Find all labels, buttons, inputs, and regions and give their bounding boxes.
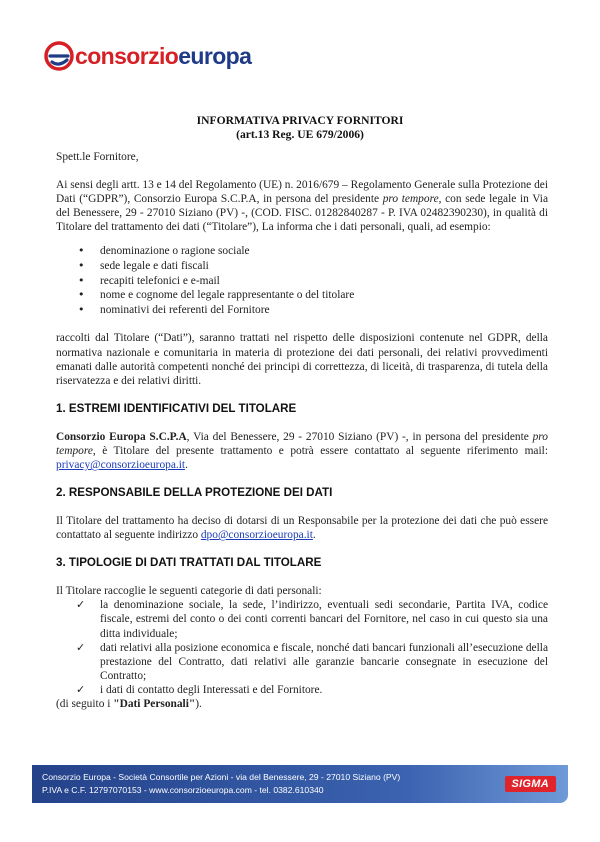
- intro-italic: pro tempore: [382, 193, 439, 206]
- section-2-paragraph: [56, 514, 548, 542]
- intro-text-2: , con sede legale in Via del Benessere, 29 - 27010 Siziano (PV) -, (COD. FISC. 01282840287 - P. IVA 02482390230), in qualità di Titolare del trattamento dei dati (“Titolare”), La informa che i dati personali, quali, ad esempio:: [56, 193, 548, 234]
- closing-text-1: (di seguito i: [56, 698, 114, 711]
- page-footer: [32, 765, 568, 803]
- e-globe-icon: [44, 41, 74, 71]
- data-categories-list: [76, 598, 548, 697]
- controller-name: Consorzio Europa S.C.P.A: [56, 430, 187, 443]
- footer-line-2: P.IVA e C.F. 12797070153 - www.consorzioeuropa.com - tel. 0382.610340: [42, 785, 324, 795]
- section-3-intro: Il Titolare raccoglie le seguenti categorie di dati personali:: [56, 585, 322, 598]
- section-1-text-1: , Via del Benessere, 29 - 27010 Siziano (PV) -, in persona del presidente: [186, 430, 533, 443]
- footer-line-1: Consorzio Europa - Società Consortile per Azioni - via del Benessere, 29 - 27010 Siziano (PV): [42, 772, 401, 782]
- closing-text-2: ).: [195, 698, 202, 711]
- logo-wordmark: [75, 42, 252, 69]
- document-title: [0, 114, 600, 142]
- list-item: ✓ i dati di contatto degli Interessati e del Fornitore.: [76, 683, 548, 697]
- title-line-1: INFORMATIVA PRIVACY FORNITORI: [196, 114, 404, 127]
- footer-text: [42, 771, 400, 797]
- sigma-badge: SIGMA: [505, 776, 556, 792]
- section-1-text-2: , è Titolare del presente trattamento e potrà essere contattato al seguente riferimento mail:: [92, 444, 548, 457]
- section-1-italic: pro tempore: [56, 430, 548, 457]
- logo-word-consorzio: consorzio: [75, 42, 179, 69]
- list-item: • recapiti telefonici e e-mail: [78, 274, 548, 289]
- section-1-end: .: [185, 459, 188, 471]
- closing-bold: "Dati Personali": [113, 698, 196, 711]
- section-2-text: Il Titolare del trattamento ha deciso di dotarsi di un Responsabile per la protezione dei dati che può essere contattato al seguente indirizzo: [56, 515, 548, 542]
- dpo-email-link[interactable]: dpo@consorzioeuropa.it: [200, 529, 313, 542]
- list-item: ✓ dati relativi alla posizione economica e fiscale, nonché dati bancari funzionali all’esecuzione della prestazione del Contratto, dati relativi alle garanzie bancarie consegnate in esecuzione del Contratto;: [76, 641, 548, 683]
- list-item: • denominazione o ragione sociale: [78, 244, 548, 259]
- list-item: • sede legale e dati fiscali: [78, 259, 548, 274]
- sigma-logo: [505, 776, 556, 792]
- title-line-2: (art.13 Reg. UE 679/2006): [236, 128, 364, 141]
- section-3-closing: [56, 697, 548, 711]
- list-item: • nome e cognome del legale rappresentante o del titolare: [78, 288, 548, 303]
- processing-paragraph: raccolti dal Titolare (“Dati”), saranno trattati nel rispetto delle disposizioni contenute nel GDPR, della normativa nazionale e comunitaria in materia di protezione dei dati personali, dei relativi provvedimenti emanati dalle autorità competenti nonché dei principi di correttezza, di liceità, di trasparenza, di tutela della riservatezza e dei relativi diritti.: [56, 332, 548, 387]
- section-2-heading: 2. RESPONSABILE DELLA PROTEZIONE DEI DATI: [56, 486, 333, 500]
- section-3-heading: 3. TIPOLOGIE DI DATI TRATTATI DAL TITOLARE: [56, 556, 322, 570]
- document-body: [56, 150, 548, 711]
- privacy-email-link[interactable]: privacy@consorzioeuropa.it: [56, 459, 186, 471]
- personal-data-list: [78, 244, 548, 317]
- list-item: • nominativi dei referenti del Fornitore: [78, 303, 548, 318]
- section-1-paragraph: [56, 430, 548, 472]
- section-2-end: .: [312, 529, 316, 542]
- greeting: Spett.le Fornitore,: [56, 151, 139, 163]
- company-logo: [44, 36, 251, 76]
- list-item: ✓ la denominazione sociale, la sede, l’indirizzo, eventuali sedi secondarie, Partita IVA, codice fiscale, estremi del conto o dei conti correnti bancari del Fornitore, nel caso in cui questo sia una ditta individuale;: [76, 598, 548, 640]
- section-1-heading: 1. ESTREMI IDENTIFICATIVI DEL TITOLARE: [56, 401, 297, 415]
- intro-paragraph: [56, 178, 548, 234]
- intro-text-1: Ai sensi degli artt. 13 e 14 del Regolamento (UE) n. 2016/679 – Regolamento Generale sulla Protezione dei Dati (“GDPR”), Consorzio Europa S.C.P.A, in persona del presidente: [56, 179, 548, 206]
- logo-word-europa: europa: [178, 42, 252, 69]
